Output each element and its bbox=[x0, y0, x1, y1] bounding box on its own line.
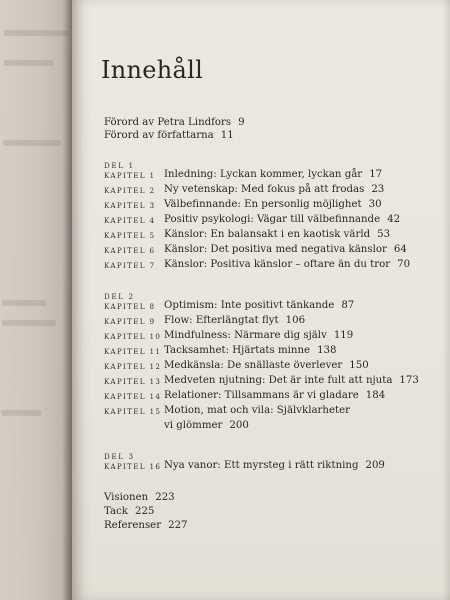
chapter-label: KAPITEL 9 bbox=[104, 317, 156, 326]
chapter-label: KAPITEL 2 bbox=[104, 186, 156, 195]
chapter-title-line bbox=[164, 184, 384, 195]
chapter-label: KAPITEL 13 bbox=[104, 377, 162, 386]
chapter-label: KAPITEL 10 bbox=[104, 332, 162, 341]
entry-text: Tack bbox=[104, 506, 128, 517]
chapter-title: Motion, mat och vila: Självklarheter bbox=[164, 405, 350, 416]
part-label-1: DEL 1 bbox=[104, 161, 135, 170]
page-title: Innehåll bbox=[101, 56, 204, 85]
entry-text: Förord av författarna bbox=[104, 130, 214, 141]
chapter-page: 106 bbox=[285, 315, 306, 326]
bleed-through-line bbox=[1, 410, 41, 416]
entry-text: Förord av Petra Lindfors bbox=[104, 117, 232, 128]
chapter-label: KAPITEL 3 bbox=[104, 201, 156, 210]
entry-page: 223 bbox=[155, 492, 175, 503]
chapter-page: 138 bbox=[317, 345, 337, 356]
front-entry-preface-authors bbox=[104, 130, 234, 142]
chapter-page: 17 bbox=[369, 169, 383, 180]
chapter-label: KAPITEL 1 bbox=[104, 171, 156, 180]
chapter-title: Känslor: Det positiva med negativa känslor bbox=[164, 244, 387, 255]
chapter-title-line bbox=[164, 214, 400, 225]
front-entry-preface-petra bbox=[104, 117, 245, 129]
chapter-title: Känslor: Positiva känslor – oftare än du tror bbox=[164, 259, 391, 270]
chapter-title-line bbox=[164, 460, 385, 471]
part-label-3: DEL 3 bbox=[104, 452, 135, 461]
entry-text: Referenser bbox=[104, 520, 162, 531]
chapter-title-line bbox=[164, 345, 337, 356]
chapter-title-line bbox=[164, 375, 419, 386]
chapter-page: 173 bbox=[399, 375, 419, 386]
chapter-title-line bbox=[164, 259, 410, 270]
chapter-label: KAPITEL 7 bbox=[104, 261, 156, 270]
chapter-title: Flow: Efterlängtat flyt bbox=[164, 315, 279, 326]
chapter-label: KAPITEL 8 bbox=[104, 302, 156, 311]
chapter-label: KAPITEL 12 bbox=[104, 362, 162, 371]
chapter-page: 87 bbox=[341, 300, 355, 311]
chapter-title-line bbox=[164, 169, 382, 180]
chapter-title-continuation bbox=[164, 420, 249, 431]
back-entry-visionen bbox=[104, 492, 175, 504]
chapter-page: 200 bbox=[229, 420, 249, 431]
chapter-title-line bbox=[164, 199, 382, 210]
chapter-label: KAPITEL 14 bbox=[104, 392, 162, 401]
chapter-title-line bbox=[164, 405, 350, 416]
chapter-page: 150 bbox=[349, 360, 369, 371]
chapter-page: 64 bbox=[393, 244, 407, 255]
chapter-title: Optimism: Inte positivt tänkande bbox=[164, 300, 335, 311]
chapter-label: KAPITEL 5 bbox=[104, 231, 156, 240]
chapter-title: Mindfulness: Närmare dig själv bbox=[164, 330, 327, 341]
chapter-page: 42 bbox=[387, 214, 401, 225]
chapter-page: 119 bbox=[333, 330, 354, 341]
chapter-page: 53 bbox=[377, 229, 391, 240]
chapter-title-cont: vi glömmer bbox=[164, 420, 223, 431]
chapter-label: KAPITEL 4 bbox=[104, 216, 156, 225]
chapter-page: 70 bbox=[397, 259, 411, 270]
chapter-title: Medveten njutning: Det är inte fult att njuta bbox=[164, 375, 393, 386]
bleed-through-line bbox=[3, 140, 61, 146]
part-label-2: DEL 2 bbox=[104, 292, 135, 301]
chapter-label: KAPITEL 16 bbox=[104, 462, 162, 471]
chapter-title: Känslor: En balansakt i en kaotisk värld bbox=[164, 229, 371, 240]
back-entry-tack bbox=[104, 506, 154, 518]
chapter-title: Ny vetenskap: Med fokus på att frodas bbox=[164, 184, 365, 195]
chapter-title: Välbefinnande: En personlig möjlighet bbox=[164, 199, 362, 210]
chapter-page: 184 bbox=[365, 390, 386, 401]
chapter-label: KAPITEL 6 bbox=[104, 246, 156, 255]
back-entry-referenser bbox=[104, 520, 188, 532]
chapter-page: 23 bbox=[371, 184, 385, 195]
chapter-label: KAPITEL 15 bbox=[104, 407, 162, 416]
bleed-through-line bbox=[2, 320, 56, 326]
entry-text: Visionen bbox=[104, 492, 149, 503]
chapter-page: 209 bbox=[365, 460, 385, 471]
chapter-title: Inledning: Lyckan kommer, lyckan går bbox=[164, 169, 363, 180]
chapter-title-line bbox=[164, 330, 353, 341]
chapter-title-line bbox=[164, 315, 305, 326]
bleed-through-line bbox=[4, 60, 54, 66]
chapter-title-line bbox=[164, 360, 369, 371]
chapter-title: Positiv psykologi: Vägar till välbefinnande bbox=[164, 214, 381, 225]
chapter-title: Medkänsla: De snällaste överlever bbox=[164, 360, 343, 371]
chapter-title: Tacksamhet: Hjärtats minne bbox=[164, 345, 311, 356]
chapter-title: Nya vanor: Ett myrsteg i rätt riktning bbox=[164, 460, 359, 471]
chapter-title-line bbox=[164, 244, 407, 255]
chapter-label: KAPITEL 11 bbox=[104, 347, 162, 356]
chapter-title-line bbox=[164, 300, 354, 311]
entry-page: 225 bbox=[134, 506, 155, 517]
chapter-page: 30 bbox=[368, 199, 382, 210]
bleed-through-line bbox=[2, 300, 46, 306]
chapter-title: Relationer: Tillsammans är vi gladare bbox=[164, 390, 359, 401]
chapter-title-line bbox=[164, 390, 385, 401]
chapter-title-line bbox=[164, 229, 390, 240]
entry-page: 9 bbox=[238, 117, 245, 128]
page-edge-shadow bbox=[442, 0, 450, 600]
entry-page: 227 bbox=[168, 520, 188, 531]
entry-page: 11 bbox=[220, 130, 234, 141]
bleed-through-line bbox=[4, 30, 68, 36]
